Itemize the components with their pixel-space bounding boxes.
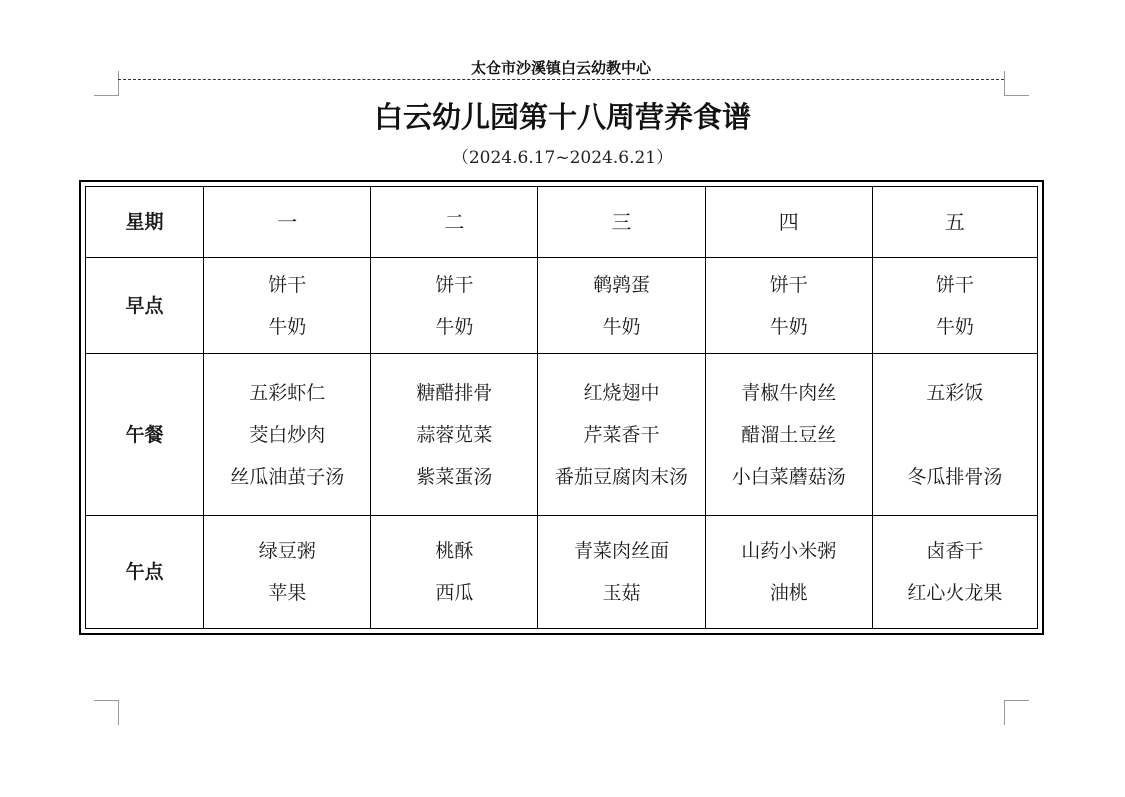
dish-item: 西瓜: [435, 581, 474, 604]
menu-cell: [371, 258, 538, 354]
dish-item: 红心火龙果: [907, 581, 1003, 604]
dish-item: 青菜肉丝面: [574, 539, 670, 562]
menu-cell: [872, 354, 1037, 515]
dish-item: 油桃: [769, 581, 808, 604]
menu-cell: [872, 515, 1037, 628]
menu-cell: [705, 515, 872, 628]
table-row-afternoon-snack: [86, 515, 1038, 628]
menu-cell: [705, 354, 872, 515]
dish-item: 饼干: [769, 273, 808, 296]
dish-item: 鹌鹑蛋: [593, 273, 651, 296]
crop-mark-top-right: [1004, 71, 1029, 96]
dish-item: 茭白炒肉: [249, 423, 326, 446]
page-title: 白云幼儿园第十八周营养食谱: [373, 100, 751, 134]
day-header-fri: 五: [872, 187, 1037, 258]
dish-item: 冬瓜排骨汤: [907, 465, 1003, 488]
menu-cell: [705, 258, 872, 354]
dish-item: 山药小米粥: [741, 539, 837, 562]
menu-cell: [204, 354, 371, 515]
menu-cell: [872, 258, 1037, 354]
dish-item: 蒜蓉苋菜: [416, 423, 493, 446]
dish-item: 桃酥: [435, 539, 474, 562]
row-label-afternoon-snack: 午点: [86, 515, 204, 628]
dish-item: 饼干: [268, 273, 307, 296]
dish-item: 红烧翅中: [583, 381, 660, 404]
day-header-mon: 一: [204, 187, 371, 258]
menu-cell: [538, 515, 705, 628]
dish-item: 绿豆粥: [258, 539, 316, 562]
dish-item: 丝瓜油茧子汤: [230, 465, 345, 488]
menu-cell: [371, 354, 538, 515]
row-label-breakfast: 早点: [86, 258, 204, 354]
menu-cell: [538, 354, 705, 515]
date-range: （2024.6.17~2024.6.21）: [451, 148, 674, 168]
dish-item: 青椒牛肉丝: [741, 381, 837, 404]
menu-cell: [204, 515, 371, 628]
crop-mark-bottom-left: [94, 700, 119, 725]
dish-item: [873, 414, 1037, 456]
weekday-header-label: 星期: [86, 187, 204, 258]
dish-item: 紫菜蛋汤: [416, 465, 493, 488]
dish-item: 饼干: [935, 273, 974, 296]
dish-item: 五彩饭: [926, 381, 984, 404]
day-header-wed: 三: [538, 187, 705, 258]
dish-item: 牛奶: [602, 315, 641, 338]
menu-table: [85, 186, 1038, 629]
dish-item: 卤香干: [926, 539, 984, 562]
dish-item: 牛奶: [435, 315, 474, 338]
menu-table-frame: [79, 180, 1044, 635]
dish-item: 糖醋排骨: [416, 381, 493, 404]
menu-cell: [204, 258, 371, 354]
table-row-breakfast: [86, 258, 1038, 354]
crop-mark-bottom-right: [1004, 700, 1029, 725]
menu-cell: [538, 258, 705, 354]
day-header-tue: 二: [371, 187, 538, 258]
dish-item: 牛奶: [268, 315, 307, 338]
dish-item: 玉菇: [602, 581, 641, 604]
dish-item: 饼干: [435, 273, 474, 296]
menu-cell: [371, 515, 538, 628]
dish-item: 五彩虾仁: [249, 381, 326, 404]
dish-item: 苹果: [268, 581, 307, 604]
header-divider: [118, 79, 1004, 80]
dish-item: 牛奶: [935, 315, 974, 338]
page-header-organization: 太仓市沙溪镇白云幼教中心: [470, 59, 651, 77]
dish-item: 醋溜土豆丝: [741, 423, 837, 446]
dish-item: 芹菜香干: [583, 423, 660, 446]
dish-item: 牛奶: [769, 315, 808, 338]
crop-mark-top-left: [94, 71, 119, 96]
table-header-row: [86, 187, 1038, 258]
row-label-lunch: 午餐: [86, 354, 204, 515]
dish-item: 番茄豆腐肉末汤: [555, 465, 689, 488]
table-row-lunch: [86, 354, 1038, 515]
dish-item: 小白菜蘑菇汤: [731, 465, 846, 488]
day-header-thu: 四: [705, 187, 872, 258]
